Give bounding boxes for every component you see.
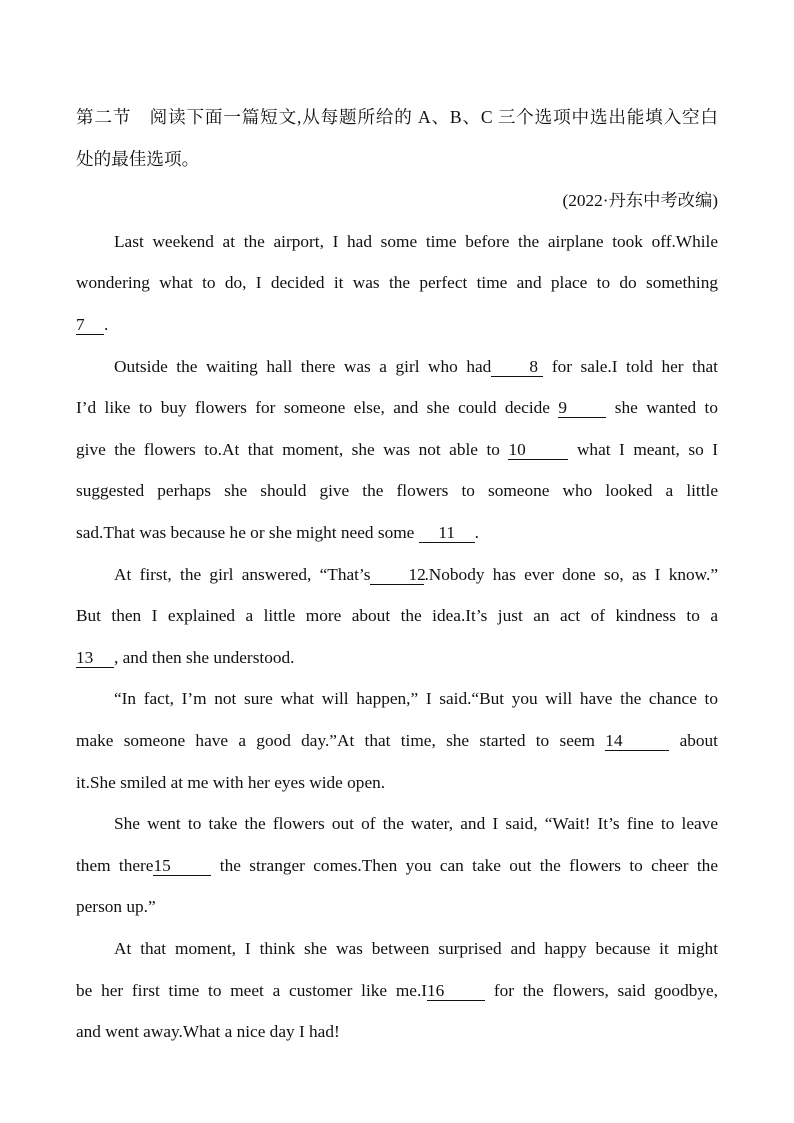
- blank-14: 14: [605, 732, 669, 751]
- blank-8: 8: [491, 358, 543, 377]
- p4-line-3: it.She smiled at me with her eyes wide open.: [76, 773, 386, 792]
- source-citation: (2022·丹东中考改编): [562, 191, 718, 210]
- p3-line-1: [76, 564, 718, 586]
- p2-line-4: suggested perhaps she should give the flowers to someone who looked a little: [76, 481, 718, 500]
- p2-line-2-tail: she wanted to: [614, 398, 718, 417]
- p5-line-3: person up.”: [76, 897, 156, 916]
- p6-line-1: At that moment, I think she was between surprised and happy because it might: [114, 939, 718, 958]
- blank-16: 16: [427, 982, 485, 1001]
- p3-line-1-head: At first, the girl answered, “That’s: [114, 565, 371, 584]
- p2-line-1-head: Outside the waiting hall there was a girl who had: [114, 357, 492, 376]
- section-heading-line-2: 处的最佳选项。: [76, 149, 200, 169]
- p5-line-2-head: them there: [76, 856, 154, 875]
- p2-line-5-head: sad.That was because he or she might need some: [76, 523, 415, 542]
- p2-line-5-tail: .: [474, 523, 479, 542]
- p1-line-3: [76, 314, 718, 336]
- p1-line-1: Last weekend at the airport, I had some time before the airplane took off.While: [114, 232, 718, 251]
- p6-line-2-head: be her first time to meet a customer like me.I: [76, 981, 428, 1000]
- p3-line-2: But then I explained a little more about the idea.It’s just an act of kindness to a: [76, 606, 718, 625]
- blank-13: 13: [76, 649, 114, 668]
- p4-line-2-head: make someone have a good day.”At that time, she started to seem: [76, 731, 595, 750]
- section-heading-line-1: 第二节 阅读下面一篇短文,从每题所给的 A、B、C 三个选项中选出能填入空白: [76, 107, 718, 127]
- p4-line-1: “In fact, I’m not sure what will happen,” I said.“But you will have the chance to: [114, 689, 718, 708]
- p3-line-3: [76, 647, 718, 669]
- p5-line-2-tail: the stranger comes.Then you can take out the flowers to cheer the: [219, 856, 718, 875]
- p2-line-3: [76, 439, 718, 461]
- p4-line-2: [76, 730, 718, 752]
- p6-line-3: and went away.What a nice day I had!: [76, 1022, 340, 1041]
- p6-line-2-tail: for the flowers, said goodbye,: [493, 981, 718, 1000]
- p3-line-3-tail: , and then she understood.: [114, 648, 295, 667]
- blank-7: 7: [76, 316, 104, 335]
- blank-12: 12: [370, 566, 424, 585]
- p2-line-2: [76, 397, 718, 419]
- blank-10: 10: [508, 441, 568, 460]
- p2-line-1: [76, 356, 718, 378]
- p6-line-2: [76, 980, 718, 1002]
- p2-line-3-tail: what I meant, so I: [576, 440, 719, 459]
- p1-line-3-tail: .: [104, 315, 109, 334]
- p4-line-2-tail: about: [679, 731, 718, 750]
- blank-9: 9: [558, 399, 606, 418]
- p2-line-2-head: I’d like to buy flowers for someone else, and she could decide: [76, 398, 550, 417]
- p1-line-2: wondering what to do, I decided it was the perfect time and place to do something: [76, 273, 718, 292]
- p2-line-5: [76, 522, 718, 544]
- p5-line-1: She went to take the flowers out of the water, and I said, “Wait! It’s fine to leave: [114, 814, 718, 833]
- p2-line-1-tail: for sale.I told her that: [551, 357, 718, 376]
- p3-line-1-tail: .Nobody has ever done so, as I know.”: [424, 565, 719, 584]
- p2-line-3-head: give the flowers to.At that moment, she was not able to: [76, 440, 500, 459]
- p5-line-2: [76, 855, 718, 877]
- blank-15: 15: [153, 857, 211, 876]
- blank-11: 11: [419, 524, 475, 543]
